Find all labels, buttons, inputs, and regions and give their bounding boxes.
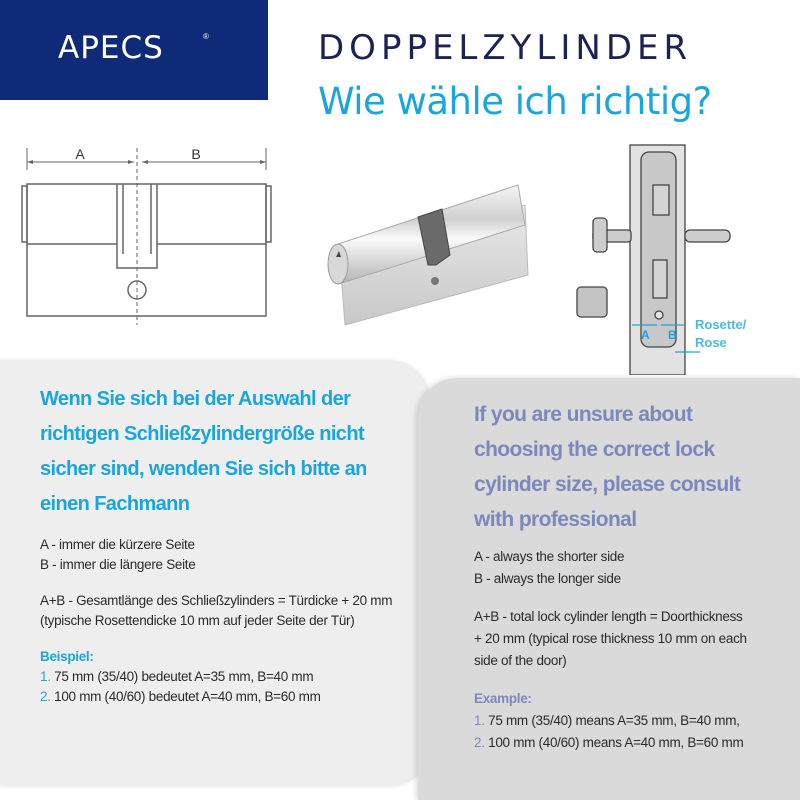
- german-formula-1: A+B - Gesamtlänge des Schließzylinders = Türdicke + 20 mm: [40, 593, 393, 608]
- registered-mark: ®: [203, 32, 209, 41]
- german-heading: Wenn Sie sich bei der Auswahl der richtigen Schließzylindergröße nicht sicher sind, wenden Sie sich bitte an einen Fachmann: [40, 388, 367, 515]
- page-title: DOPPELZYLINDER: [318, 28, 693, 68]
- english-body: [474, 546, 747, 754]
- german-example-1: 1. 75 mm (35/40) bedeutet A=35 mm, B=40 mm: [40, 669, 314, 684]
- english-formula-2: + 20 mm (typical rose thickness 10 mm on each: [474, 631, 747, 646]
- german-example-2: 2. 100 mm (40/60) bedeutet A=40 mm, B=60 mm: [40, 689, 321, 704]
- german-line-b: B - immer die längere Seite: [40, 557, 196, 572]
- english-formula-1: A+B - total lock cylinder length = Doorthickness: [474, 609, 743, 624]
- german-example-label: Beispiel:: [40, 649, 94, 664]
- english-line-a: A - always the shorter side: [474, 549, 625, 564]
- door-lock-diagram: [575, 130, 795, 375]
- english-example-1: 1. 75 mm (35/40) means A=35 mm, B=40 mm,: [474, 713, 740, 728]
- cylinder-product-image: [300, 165, 545, 335]
- brand-logo-box: [0, 0, 268, 100]
- dimension-b-label: B: [191, 146, 201, 162]
- door-label-a: A: [641, 328, 650, 342]
- door-label-b: B: [668, 328, 677, 342]
- english-example-2: 2. 100 mm (40/60) means A=40 mm, B=60 mm: [474, 735, 744, 750]
- brand-logo: APECS: [58, 30, 164, 66]
- english-example-label: Example:: [474, 691, 532, 706]
- english-line-b: B - always the longer side: [474, 571, 621, 586]
- rose-label: Rose: [695, 335, 727, 350]
- dimension-a-label: A: [75, 146, 85, 162]
- german-body: [40, 535, 392, 707]
- cylinder-dimension-drawing: [10, 140, 290, 330]
- german-formula-2: (typische Rosettendicke 10 mm auf jeder Seite der Tür): [40, 613, 355, 628]
- rosette-label: Rosette/: [695, 317, 747, 332]
- english-heading: If you are unsure about choosing the correct lock cylinder size, please consult with professional: [474, 403, 741, 531]
- page-subtitle: Wie wähle ich richtig?: [318, 80, 712, 123]
- english-formula-3: side of the door): [474, 653, 567, 668]
- german-line-a: A - immer die kürzere Seite: [40, 537, 195, 552]
